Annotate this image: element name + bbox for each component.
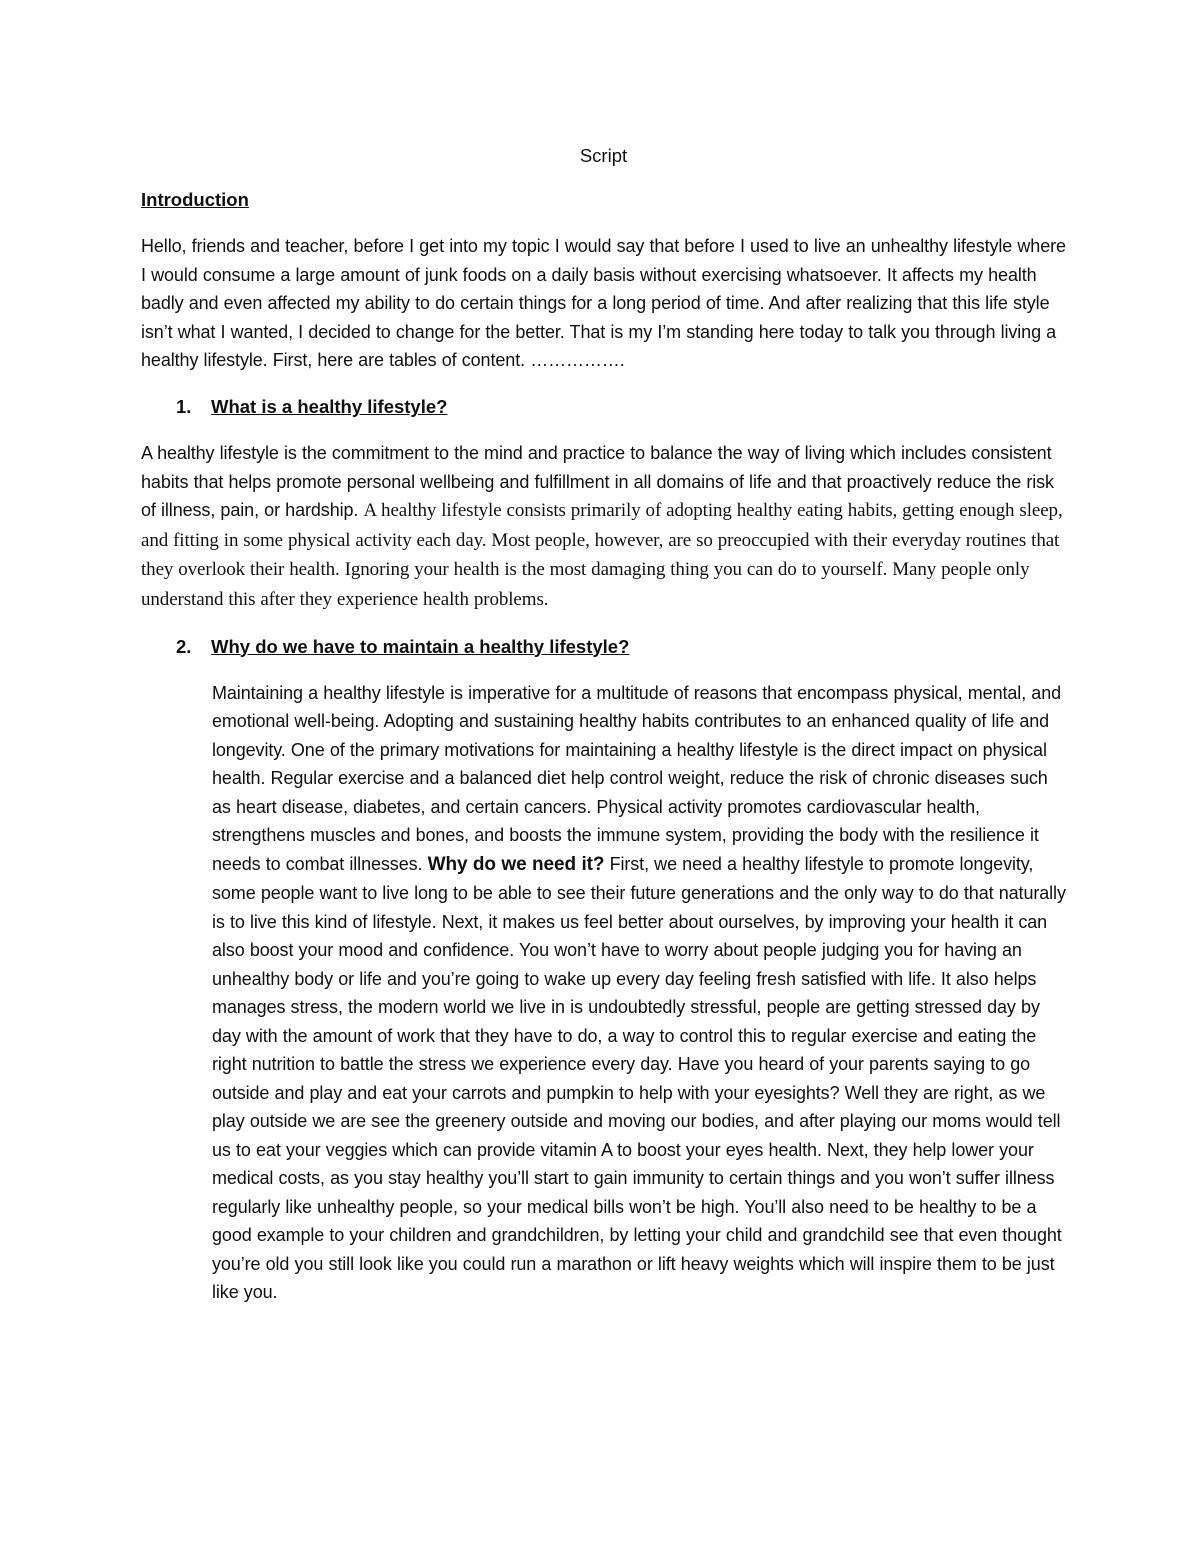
section-2-paragraph-part1: Maintaining a healthy lifestyle is imperative for a multitude of reasons that encompass physical, mental, and emotional well-being. Adopting and sustaining healthy habits contributes to an enhanced quality of life and longevity. One of the primary motivations for maintaining a healthy lifestyle is the direct impact on physical health. Regular exercise and a balanced diet help control weight, reduce the risk of chronic diseases such as heart disease, diabetes, and certain cancers. Physical activity promotes cardiovascular health, strengthens muscles and bones, and boosts the immune system, providing the body with the resilience it needs to combat illnesses. [212, 682, 1062, 874]
section-1-paragraph [141, 439, 1066, 615]
section-1-title: What is a healthy lifestyle? [211, 395, 448, 417]
section-2-number: 2. [176, 635, 192, 657]
section-1-paragraph-part1: A healthy lifestyle is the commitment to the mind and practice to balance the way of living which includes consistent habits that helps promote personal wellbeing and fulfillment in all domains of life and that proactively reduce the risk of illness, pain, or hardship. [141, 442, 1054, 521]
section-2-heading [141, 633, 1066, 661]
introduction-paragraph: Hello, friends and teacher, before I get into my topic I would say that before I used to live an unhealthy lifestyle where I would consume a large amount of junk foods on a daily basis without exercising whatsoever. It affects my health badly and even affected my ability to do certain things for a long period of time. And after realizing that this life style isn’t what I wanted, I decided to change for the better. That is my I’m standing here today to talk you through living a healthy lifestyle. First, here are tables of content. ……………. [141, 236, 1066, 371]
section-2-title: Why do we have to maintain a healthy lifestyle? [211, 635, 630, 657]
section-2-paragraph-part2: First, we need a healthy lifestyle to promote longevity, some people want to live long to be able to see their future generations and the only way to do that naturally is to live this kind of lifestyle. Next, it makes us feel better about ourselves, by improving your health it can also boost your mood and confidence. You won’t have to worry about people judging you for having an unhealthy body or life and you’re going to wake up every day feeling fresh satisfied with life. It also helps manages stress, the modern world we live in is undoubtedly stressful, people are getting stressed day by day with the amount of work that they have to do, a way to control this to regular exercise and eating the right nutrition to battle the stress we experience every day. Have you heard of your parents saying to go outside and play and eat your carrots and pumpkin to help with your eyesights? Well they are right, as we play outside we are see the greenery outside and moving our bodies, and after playing our moms would tell us to eat your veggies which can provide vitamin A to boost your eyes health. Next, they help lower your medical costs, as you stay healthy you’ll start to gain immunity to certain things and you won’t suffer illness regularly like unhealthy people, so your medical bills won’t be high. You’ll also need to be healthy to be a good example to your children and grandchildren, by letting your child and grandchild see that even thought you’re old you still look like you could run a marathon or lift heavy weights which will inspire them to be just like you. [212, 853, 1066, 1303]
section-1-number: 1. [176, 395, 192, 417]
section-2-paragraph [212, 679, 1066, 1307]
document-title: Script [579, 145, 628, 166]
section-2-bold-phrase: Why do we need it? [427, 853, 605, 875]
section-1-heading [141, 393, 1066, 421]
introduction-heading: Introduction [141, 189, 249, 210]
section-1-paragraph-part2: A healthy lifestyle consists primarily of adopting healthy eating habits, getting enough sleep, and fitting in some physical activity each day. Most people, however, are so preoccupied with their everyday routines that they overlook their health. Ignoring your health is the most damaging thing you can do to yourself. Many people only understand this after they experience health problems. [141, 500, 1063, 610]
document-body [141, 142, 1066, 1325]
